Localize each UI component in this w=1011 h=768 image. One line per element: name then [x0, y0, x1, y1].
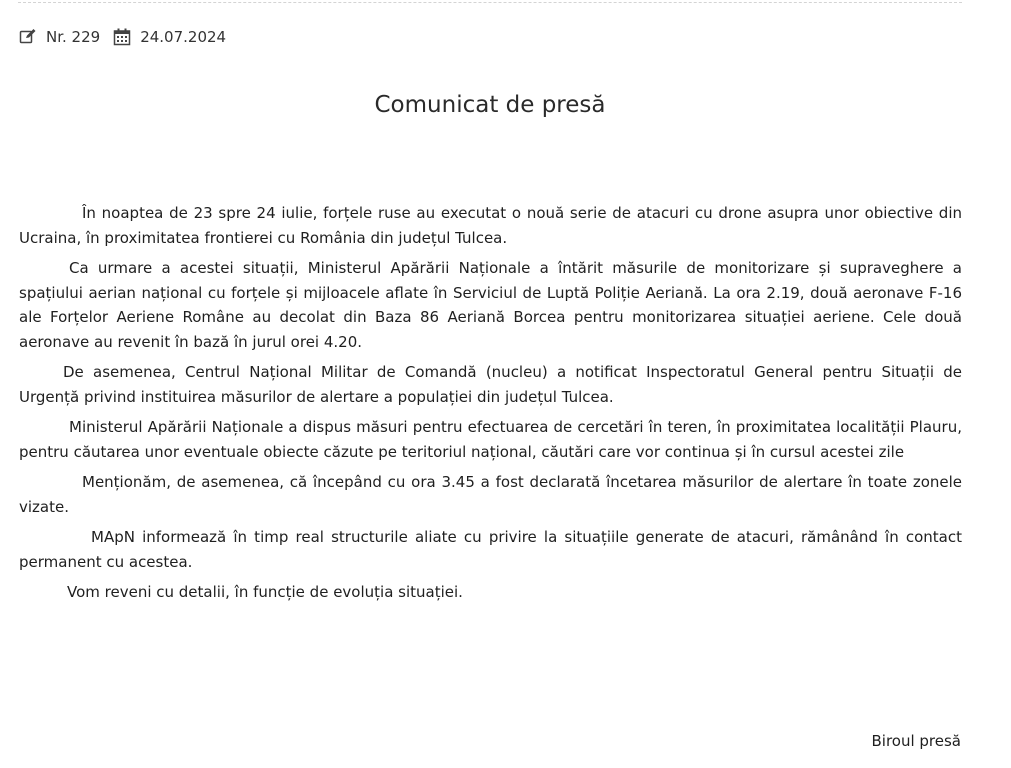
- top-divider: [18, 2, 962, 3]
- press-release-body: [19, 201, 962, 611]
- paragraph: De asemenea, Centrul Național Militar de Comandă (nucleu) a notificat Inspectoratul General pentru Situații de Urgență privind instituirea măsurilor de alertare a populației din județul Tulcea.: [19, 363, 962, 406]
- signature: Biroul presă: [871, 732, 961, 750]
- document-meta: [19, 26, 226, 48]
- paragraph: Menționăm, de asemenea, că începând cu ora 3.45 a fost declarată încetarea măsurilor de alertare în toate zonele vizate.: [19, 473, 962, 516]
- paragraph: Ministerul Apărării Naționale a dispus măsuri pentru efectuarea de cercetări în teren, în proximitatea localității Plauru, pentru căutarea unor eventuale obiecte căzute pe teritoriul național, căutări care vor continua și în cursul acestei zile: [19, 418, 962, 461]
- document-number: Nr. 229: [46, 28, 101, 46]
- paragraph: În noaptea de 23 spre 24 iulie, forțele ruse au executat o nouă serie de atacuri cu drone asupra unor obiective din Ucraina, în proximitatea frontierei cu România din județul Tulcea.: [19, 204, 962, 247]
- document-date: 24.07.2024: [140, 28, 227, 46]
- paragraph: Vom reveni cu detalii, în funcție de evoluția situației.: [67, 583, 463, 601]
- calendar-icon: [113, 28, 131, 46]
- paragraph: MApN informează în timp real structurile aliate cu privire la situațiile generate de atacuri, rămânând în contact permanent cu acestea.: [19, 528, 962, 571]
- edit-icon: [19, 28, 37, 46]
- page-title: Comunicat de presă: [374, 92, 606, 118]
- paragraph: Ca urmare a acestei situații, Ministerul Apărării Naționale a întărit măsurile de monitorizare și supraveghere a spațiului aerian național cu forțele și mijloacele aflate în Serviciul de Luptă Poliție Aeriană. La ora 2.19, două aeronave F-16 ale Forțelor Aeriene Române au decolat din Baza 86 Aeriană Borcea pentru monitorizarea situației aeriene. Cele două aeronave au revenit în bază în jurul orei 4.20.: [19, 259, 962, 351]
